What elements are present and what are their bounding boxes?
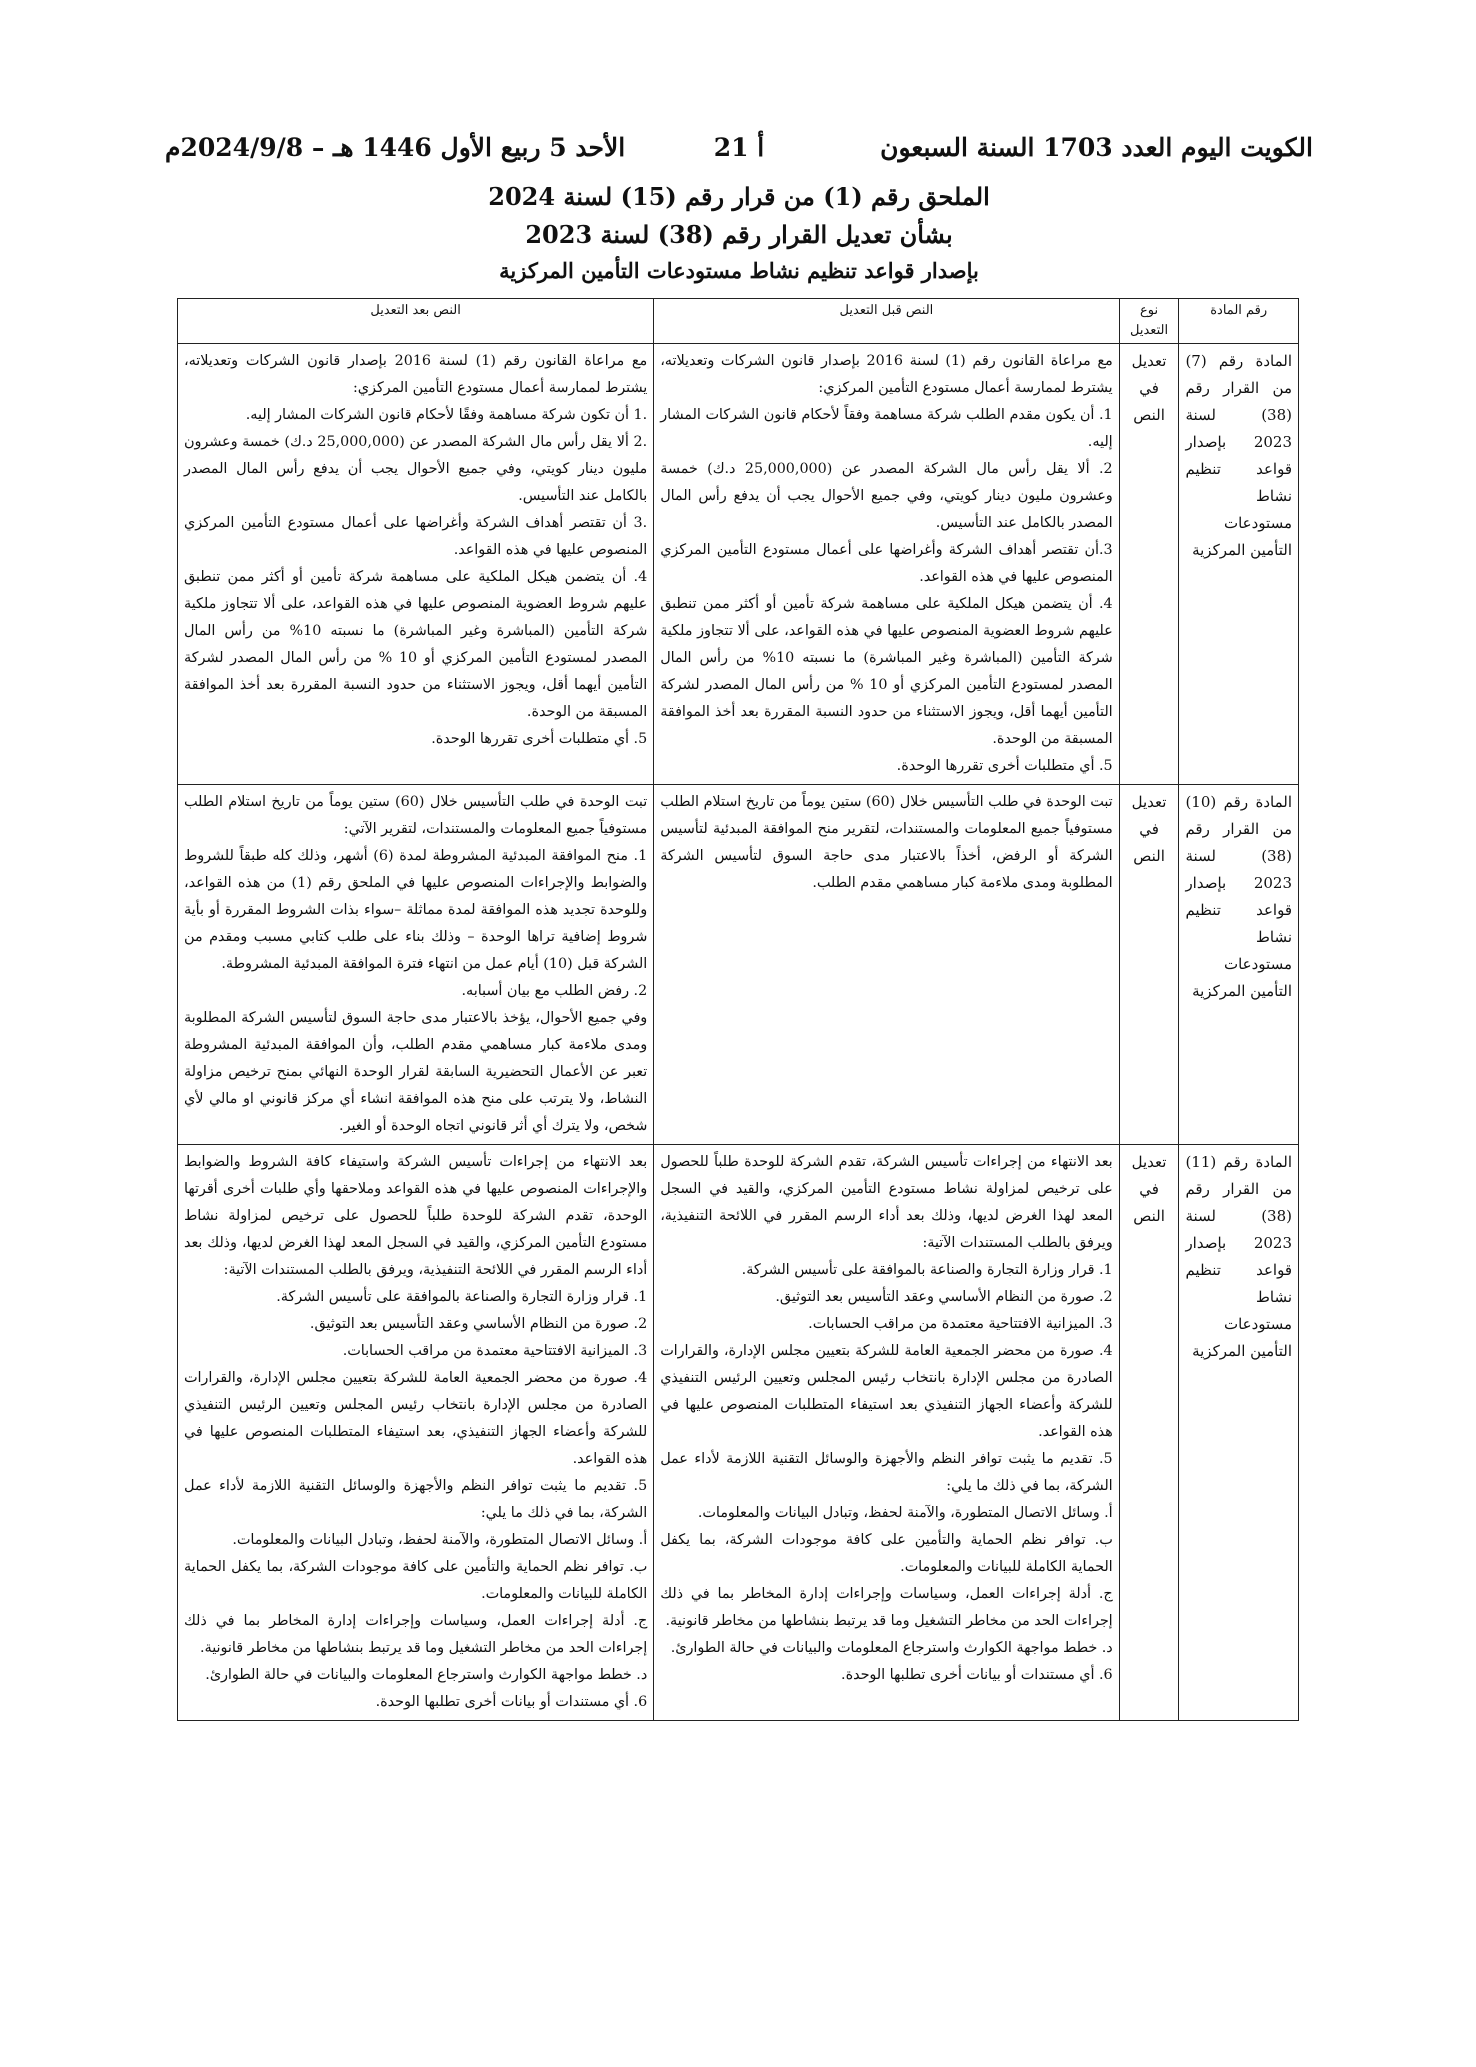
- table-row: [178, 785, 1299, 1145]
- header-before: النص قبل التعديل: [654, 299, 1119, 344]
- clause-text: مع مراعاة القانون رقم (1) لسنة 2016 بإصدار قانون الشركات وتعديلاته، يشترط لممارسة أعمال مستودع التأمين المركزي:: [660, 353, 1113, 396]
- text-after-cell: [178, 1145, 654, 1721]
- clause-text: وفي جميع الأحوال، يؤخذ بالاعتبار مدى حاجة السوق لتأسيس الشركة المطلوبة ومدى ملاءمة كبار مساهمي مقدم الطلب، وأن الموافقة المبدئية المشروطة تعبر عن الأعمال التحضيرية السابقة لقرار الوحدة النهائي بمنح ترخيص مزاولة النشاط، ولا يترتب على منح هذه الموافقة انشاء أي مركز قانوني او مالي لأي شخص، ولا يترك أي أثر قانوني اتجاه الوحدة أو الغير.: [184, 1010, 648, 1134]
- clause-text: ج. أدلة إجراءات العمل، وسياسات وإجراءات إدارة المخاطر بما في ذلك إجراءات الحد من مخاطر التشغيل وما قد يرتبط بنشاطها من مخاطر قانونية.: [184, 1613, 648, 1656]
- header-after: النص بعد التعديل: [178, 299, 654, 344]
- title-subject: بإصدار قواعد تنظيم نشاط مستودعات التأمين المركزية: [499, 258, 979, 283]
- header-page-number: أ 21: [713, 132, 765, 162]
- header-date: الأحد 5 ربيع الأول 1446 هـ – 2024/9/8م: [165, 132, 626, 162]
- page-header: [165, 125, 1313, 169]
- clause-text: 2. صورة من النظام الأساسي وعقد التأسيس بعد التوثيق.: [309, 1316, 648, 1332]
- article-cell: المادة رقم (7) من القرار رقم (38) لسنة 2023 بإصدار قواعد تنظيم نشاط مستودعات التأمين المركزية: [1179, 344, 1299, 785]
- clause-text: د. خطط مواجهة الكوارث واسترجاع المعلومات والبيانات في حالة الطوارئ.: [205, 1667, 648, 1683]
- text-after-cell: [178, 344, 654, 785]
- text-after-cell: [178, 785, 654, 1145]
- amendment-type-cell: تعديل في النص: [1119, 1145, 1179, 1721]
- clause-text: أ. وسائل الاتصال المتطورة، والآمنة لحفظ، وتبادل البيانات والمعلومات.: [697, 1505, 1113, 1521]
- clause-text: 2. ألا يقل رأس مال الشركة المصدر عن (25,000,000 د.ك) خمسة وعشرون مليون دينار كويتي، وفي جميع الأحوال يجب أن يدفع رأس المال المصدر بالكامل عند التأسيس.: [660, 461, 1113, 531]
- clause-text: أ. وسائل الاتصال المتطورة، والآمنة لحفظ، وتبادل البيانات والمعلومات.: [232, 1532, 648, 1548]
- clause-text: د. خطط مواجهة الكوارث واسترجاع المعلومات والبيانات في حالة الطوارئ.: [670, 1640, 1113, 1656]
- clause-text: .2 ألا يقل رأس مال الشركة المصدر عن (25,000,000 د.ك) خمسة وعشرون مليون دينار كويتي، وفي جميع الأحوال يجب أن يدفع رأس المال المصدر بالكامل عند التأسيس.: [184, 434, 648, 504]
- title-amendment: بشأن تعديل القرار رقم (38) لسنة 2023: [525, 220, 953, 249]
- clause-text: 6. أي مستندات أو بيانات أخرى تطلبها الوحدة.: [841, 1667, 1113, 1683]
- header-article: رقم المادة: [1179, 299, 1299, 344]
- clause-text: 5. أي متطلبات أخرى تقررها الوحدة.: [896, 758, 1113, 774]
- clause-text: 3.أن تقتصر أهداف الشركة وأغراضها على أعمال مستودع التأمين المركزي المنصوص عليها في هذه القواعد.: [660, 542, 1113, 585]
- clause-text: تبت الوحدة في طلب التأسيس خلال (60) ستين يوماً من تاريخ استلام الطلب مستوفياً جميع المعلومات والمستندات، لتقرير الآتي:: [184, 794, 648, 837]
- amendment-type-cell: تعديل في النص: [1119, 785, 1179, 1145]
- clause-text: بعد الانتهاء من إجراءات تأسيس الشركة، تقدم الشركة للوحدة طلباً للحصول على ترخيص لمزاولة نشاط مستودع التأمين المركزي، والقيد في السجل المعد لهذا الغرض لديها، وذلك بعد أداء الرسم المقرر في اللائحة التنفيذية، ويرفق بالطلب المستندات الآتية:: [660, 1154, 1113, 1251]
- clause-text: ج. أدلة إجراءات العمل، وسياسات وإجراءات إدارة المخاطر بما في ذلك إجراءات الحد من مخاطر التشغيل وما قد يرتبط بنشاطها من مخاطر قانونية.: [660, 1586, 1113, 1629]
- clause-text: 2. رفض الطلب مع بيان أسبابه.: [461, 983, 648, 999]
- clause-text: 6. أي مستندات أو بيانات أخرى تطلبها الوحدة.: [375, 1694, 648, 1710]
- clause-text: مع مراعاة القانون رقم (1) لسنة 2016 بإصدار قانون الشركات وتعديلاته، يشترط لممارسة أعمال مستودع التأمين المركزي:: [184, 353, 648, 396]
- text-before-cell: [654, 785, 1119, 1145]
- clause-text: .1 أن تكون شركة مساهمة وفقًا لأحكام قانون الشركات المشار إليه.: [245, 407, 648, 423]
- clause-text: 4. صورة من محضر الجمعية العامة للشركة بتعيين مجلس الإدارة، والقرارات الصادرة من مجلس الإدارة بانتخاب رئيس المجلس وتعيين الرئيس التنفيذي للشركة وأعضاء الجهاز التنفيذي بعد استيفاء المتطلبات المنصوص عليها في هذه القواعد.: [660, 1343, 1113, 1440]
- table-body: [178, 344, 1299, 1721]
- document-titles: [165, 178, 1313, 288]
- clause-text: .3 أن تقتصر أهداف الشركة وأغراضها على أعمال مستودع التأمين المركزي المنصوص عليها في هذه القواعد.: [184, 515, 648, 558]
- clause-text: 3. الميزانية الافتتاحية معتمدة من مراقب الحسابات.: [808, 1316, 1113, 1332]
- text-before-cell: [654, 344, 1119, 785]
- article-cell: المادة رقم (10) من القرار رقم (38) لسنة 2023 بإصدار قواعد تنظيم نشاط مستودعات التأمين المركزية: [1179, 785, 1299, 1145]
- clause-text: 3. الميزانية الافتتاحية معتمدة من مراقب الحسابات.: [342, 1343, 648, 1359]
- clause-text: تبت الوحدة في طلب التأسيس خلال (60) ستين يوماً من تاريخ استلام الطلب مستوفياً جميع المعلومات والمستندات، لتقرير منح الموافقة المبدئية لتأسيس الشركة أو الرفض، أخذاً بالاعتبار مدى حاجة السوق لتأسيس الشركة المطلوبة ومدى ملاءمة كبار مساهمي مقدم الطلب.: [660, 794, 1113, 891]
- clause-text: 1. قرار وزارة التجارة والصناعة بالموافقة على تأسيس الشركة.: [741, 1262, 1113, 1278]
- clause-text: 4. أن يتضمن هيكل الملكية على مساهمة شركة تأمين أو أكثر ممن تنطبق عليهم شروط العضوية المنصوص عليها في هذه القواعد، على ألا تتجاوز ملكية شركة التأمين (المباشرة وغير المباشرة) ما نسبته 10% من رأس المال المصدر لمستودع التأمين المركزي أو 10 % من رأس المال المصدر لشركة التأمين أيهما أقل، ويجوز الاستثناء من حدود النسبة المقررة بعد أخذ الموافقة المسبقة من الوحدة.: [184, 569, 648, 720]
- table-row: [178, 1145, 1299, 1721]
- clause-text: 5. تقديم ما يثبت توافر النظم والأجهزة والوسائل التقنية اللازمة لأداء عمل الشركة، بما في ذلك ما يلي:: [184, 1478, 648, 1521]
- article-cell: المادة رقم (11) من القرار رقم (38) لسنة 2023 بإصدار قواعد تنظيم نشاط مستودعات التأمين المركزية: [1179, 1145, 1299, 1721]
- clause-text: 5. أي متطلبات أخرى تقررها الوحدة.: [431, 731, 648, 747]
- clause-text: 1. أن يكون مقدم الطلب شركة مساهمة وفقاً لأحكام قانون الشركات المشار إليه.: [660, 407, 1113, 450]
- clause-text: 1. قرار وزارة التجارة والصناعة بالموافقة على تأسيس الشركة.: [276, 1289, 648, 1305]
- header-type: نوع التعديل: [1119, 299, 1179, 344]
- comparison-table: [177, 298, 1299, 1721]
- text-before-cell: [654, 1145, 1119, 1721]
- clause-text: ب. توافر نظم الحماية والتأمين على كافة موجودات الشركة، بما يكفل الحماية الكاملة للبيانات والمعلومات.: [660, 1532, 1113, 1575]
- header-issue: الكويت اليوم العدد 1703 السنة السبعون: [880, 132, 1313, 162]
- clause-text: 4. صورة من محضر الجمعية العامة للشركة بتعيين مجلس الإدارة، والقرارات الصادرة من مجلس الإدارة بانتخاب رئيس المجلس وتعيين الرئيس التنفيذي للشركة وأعضاء الجهاز التنفيذي، بعد استيفاء المتطلبات المنصوص عليها في هذه القواعد.: [184, 1370, 648, 1467]
- title-annex: الملحق رقم (1) من قرار رقم (15) لسنة 2024: [488, 182, 990, 211]
- table-header-row: [178, 299, 1299, 344]
- clause-text: ب. توافر نظم الحماية والتأمين على كافة موجودات الشركة، بما يكفل الحماية الكاملة للبيانات والمعلومات.: [184, 1559, 648, 1602]
- amendment-type-cell: تعديل في النص: [1119, 344, 1179, 785]
- clause-text: 1. منح الموافقة المبدئية المشروطة لمدة (6) أشهر، وذلك كله طبقاً للشروط والضوابط والإجراءات المنصوص عليها في الملحق رقم (1) من هذه القواعد، وللوحدة تجديد هذه الموافقة لمدة مماثلة –سواء بذات الشروط المقررة أو بأية شروط إضافية تراها الوحدة – وذلك بناء على طلب كتابي مسبب ومقدم من الشركة قبل (10) أيام عمل من انتهاء فترة الموافقة المبدئية المشروطة.: [184, 848, 648, 972]
- clause-text: 4. أن يتضمن هيكل الملكية على مساهمة شركة تأمين أو أكثر ممن تنطبق عليهم شروط العضوية المنصوص عليها في هذه القواعد، على ألا تتجاوز ملكية شركة التأمين (المباشرة وغير المباشرة) ما نسبته 10% من رأس المال المصدر لمستودع التأمين المركزي أو 10 % من رأس المال المصدر لشركة التأمين أيهما أقل، ويجوز الاستثناء من حدود النسبة المقررة بعد أخذ الموافقة المسبقة من الوحدة.: [660, 596, 1113, 747]
- table-row: [178, 344, 1299, 785]
- clause-text: 2. صورة من النظام الأساسي وعقد التأسيس بعد التوثيق.: [775, 1289, 1113, 1305]
- clause-text: 5. تقديم ما يثبت توافر النظم والأجهزة والوسائل التقنية اللازمة لأداء عمل الشركة، بما في ذلك ما يلي:: [660, 1451, 1113, 1494]
- clause-text: بعد الانتهاء من إجراءات تأسيس الشركة واستيفاء كافة الشروط والضوابط والإجراءات المنصوص عليها في هذه القواعد وملاحقها وأي طلبات أخرى أقرتها الوحدة، تقدم الشركة للوحدة طلباً للحصول على ترخيص لمزاولة نشاط مستودع التأمين المركزي، والقيد في السجل المعد لهذا الغرض لديها، وذلك بعد أداء الرسم المقرر في اللائحة التنفيذية، ويرفق بالطلب المستندات الآتية:: [184, 1154, 648, 1278]
